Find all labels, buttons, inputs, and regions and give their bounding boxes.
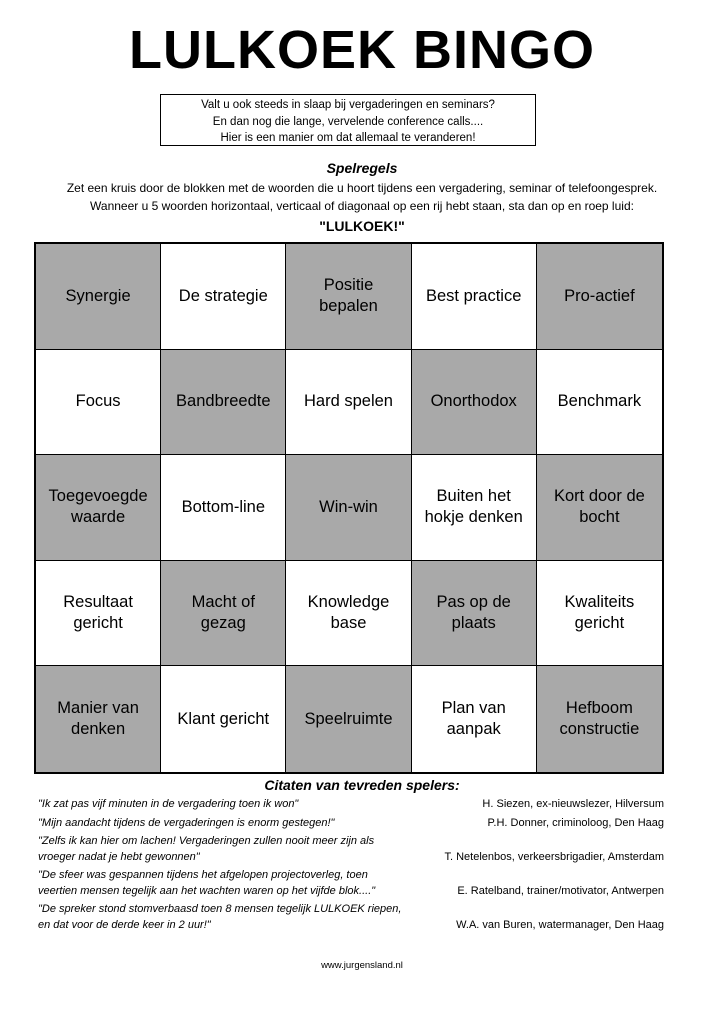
quote-author: P.H. Donner, criminoloog, Den Haag — [487, 816, 664, 829]
rules-text — [0, 179, 724, 215]
bingo-cell[interactable]: Manier van denken — [36, 666, 161, 772]
bingo-cell[interactable]: Hard spelen — [286, 350, 411, 456]
bingo-cell[interactable]: Bottom-line — [161, 455, 286, 561]
bingo-cell[interactable]: Hefboom constructie — [537, 666, 662, 772]
bingo-cell[interactable]: Klant gericht — [161, 666, 286, 772]
quote-author: H. Siezen, ex-nieuwslezer, Hilversum — [482, 798, 664, 810]
quote-item — [38, 902, 664, 933]
quote-text: "De sfeer was gespannen tijdens het afgelopen projectoverleg, toen veertien mensen tegelijk aan het wachten waren op het vijfde blok...." — [38, 869, 376, 897]
bingo-cell[interactable]: Synergie — [36, 244, 161, 350]
bingo-cell[interactable]: Speelruimte — [286, 666, 411, 772]
intro-line: En dan nog die lange, vervelende conference calls.... — [212, 115, 484, 128]
bingo-cell[interactable]: Onorthodox — [412, 350, 537, 456]
bingo-cell[interactable]: Win-win — [286, 455, 411, 561]
bingo-cell[interactable]: Buiten het hokje denken — [412, 455, 537, 561]
bingo-cell[interactable]: Focus — [36, 350, 161, 456]
quote-text: "Zelfs ik kan hier om lachen! Vergaderingen zullen nooit meer zijn als vroeger nadat je hebt gewonnen" — [38, 835, 375, 863]
quote-item — [38, 816, 664, 832]
quote-text: "De spreker stond stomverbaasd toen 8 mensen tegelijk LULKOEK riepen, en dat voor de derde keer in 2 uur!" — [38, 903, 402, 931]
bingo-cell[interactable]: Plan van aanpak — [412, 666, 537, 772]
bingo-cell[interactable]: Knowledge base — [286, 561, 411, 667]
rules-line: Wanneer u 5 woorden horizontaal, verticaal of diagonaal op een rij hebt staan, sta dan op en roep luid: — [90, 199, 634, 213]
intro-line: Hier is een manier om dat allemaal te veranderen! — [220, 132, 476, 144]
shout-text: "LULKOEK!" — [319, 218, 405, 234]
quote-author: T. Netelenbos, verkeersbrigadier, Amsterdam — [444, 850, 664, 863]
bingo-cell[interactable]: Pas op de plaats — [412, 561, 537, 667]
quote-item — [38, 834, 664, 865]
quote-item — [38, 868, 664, 899]
quotes-heading: Citaten van tevreden spelers: — [264, 777, 460, 793]
bingo-grid — [34, 242, 664, 774]
intro-box — [160, 94, 536, 146]
quote-text: "Mijn aandacht tijdens de vergaderingen is enorm gestegen!" — [38, 816, 335, 829]
bingo-cell[interactable]: Kort door de bocht — [537, 455, 662, 561]
bingo-cell[interactable]: Toegevoegde waarde — [36, 455, 161, 561]
rules-line: Zet een kruis door de blokken met de woorden die u hoort tijdens een vergadering, seminar of telefoongesprek. — [66, 181, 658, 195]
rules-heading: Spelregels — [326, 160, 398, 176]
bingo-cell[interactable]: Pro-actief — [537, 244, 662, 350]
bingo-cell[interactable]: Best practice — [412, 244, 537, 350]
quote-item — [38, 797, 664, 813]
quotes-list — [38, 797, 664, 936]
bingo-cell[interactable]: Benchmark — [537, 350, 662, 456]
quote-text: "Ik zat pas vijf minuten in de vergadering toen ik won" — [38, 798, 299, 810]
quote-author: W.A. van Buren, watermanager, Den Haag — [456, 918, 664, 931]
page-title: LULKOEK BINGO — [129, 20, 595, 80]
quote-author: E. Ratelband, trainer/motivator, Antwerpen — [457, 884, 664, 897]
bingo-cell[interactable]: Bandbreedte — [161, 350, 286, 456]
bingo-cell[interactable]: Kwaliteits gericht — [537, 561, 662, 667]
bingo-cell[interactable]: Positie bepalen — [286, 244, 411, 350]
bingo-cell[interactable]: Macht of gezag — [161, 561, 286, 667]
bingo-cell[interactable]: Resultaat gericht — [36, 561, 161, 667]
footer-url[interactable]: www.jurgensland.nl — [321, 960, 403, 971]
bingo-cell[interactable]: De strategie — [161, 244, 286, 350]
intro-line: Valt u ook steeds in slaap bij vergaderingen en seminars? — [201, 99, 495, 111]
